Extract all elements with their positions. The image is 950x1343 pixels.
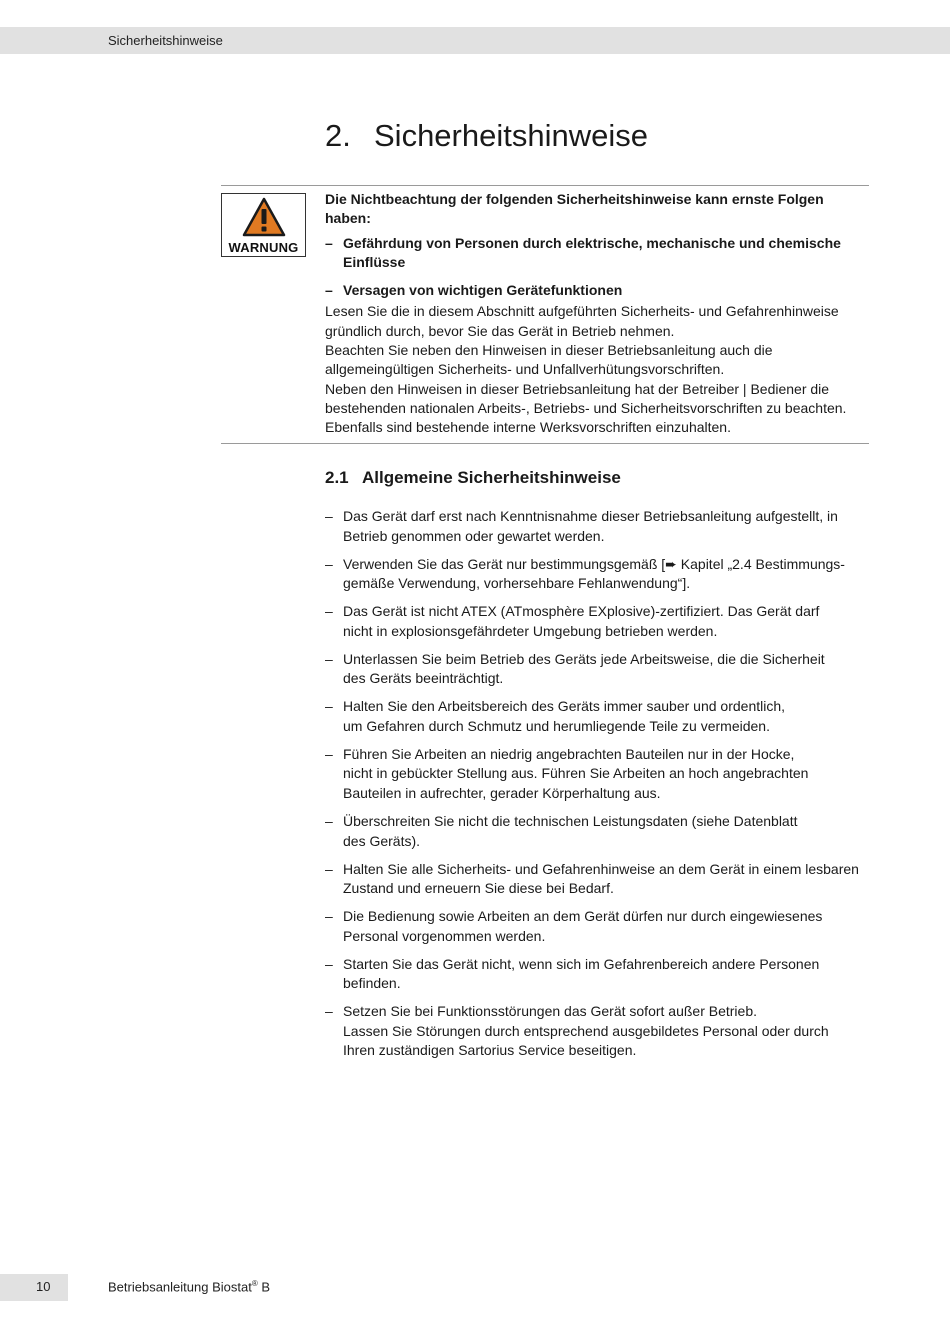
safety-rule-line: Personal vorgenommen werden. — [343, 927, 546, 944]
safety-rule-line: – Halten Sie alle Sicherheits- und Gefahrenhinweise an dem Gerät in einem lesbaren — [343, 860, 859, 877]
safety-rule-line: – Unterlassen Sie beim Betrieb des Geräts jede Arbeitsweise, die die Sicherheit — [343, 650, 825, 667]
safety-rule-line: – Führen Sie Arbeiten an niedrig angebrachten Bauteilen nur in der Hocke, — [343, 745, 795, 762]
safety-rule-line: nicht in gebückter Stellung aus. Führen Sie Arbeiten an hoch angebrachten — [343, 765, 809, 782]
warning-sign — [221, 193, 306, 257]
safety-rule-line: – Setzen Sie bei Funktionsstörungen das Gerät sofort außer Betrieb. — [343, 1003, 758, 1020]
footer-page-box — [0, 1274, 68, 1301]
safety-rule-line: – Die Bedienung sowie Arbeiten an dem Gerät dürfen nur durch eingewiesenes — [343, 908, 823, 925]
warning-consequence-item: – Versagen von wichtigen Gerätefunktionen — [325, 281, 870, 300]
safety-rule-line: – Das Gerät darf erst nach Kenntnisnahme dieser Betriebsanleitung aufgestellt, in — [343, 508, 838, 524]
safety-rule-line: Zustand und erneuern Sie diese bei Bedarf. — [343, 880, 614, 897]
warning-paragraph: Beachten Sie neben den Hinweisen in dieser Betriebsanleitung auch die allgemeingültigen Sicherheits- und Unfallverhütungsvorschriften. — [325, 342, 773, 378]
safety-rule-item — [325, 697, 870, 736]
warning-label: WARNUNG — [228, 240, 299, 255]
safety-rule-line: – Halten Sie den Arbeitsbereich des Geräts immer sauber und ordentlich, — [343, 698, 786, 715]
safety-rule-item — [325, 507, 870, 546]
safety-rule-item — [325, 812, 870, 851]
safety-rule-line: befinden. — [343, 975, 401, 992]
doc-title: Betriebsanleitung Biostat — [108, 1279, 252, 1295]
warning-triangle-icon — [242, 197, 286, 237]
warning-box — [325, 190, 870, 438]
section-number: 2.1 — [325, 468, 349, 487]
warning-consequence-item: – Gefährdung von Personen durch elektrische, mechanische und chemische Einflüsse — [325, 234, 870, 273]
chapter-title — [325, 118, 648, 154]
footer-doc-title — [108, 1279, 270, 1294]
safety-rule-item — [325, 555, 870, 594]
page-number: 10 — [36, 1279, 51, 1294]
safety-rule-line: des Geräts beeinträchtigt. — [343, 670, 504, 687]
safety-rule-line: – Das Gerät ist nicht ATEX (ATmosphère EXplosive)-zertifiziert. Das Gerät darf — [343, 603, 820, 620]
running-header: Sicherheitshinweise — [108, 33, 223, 48]
safety-rule-line: Lassen Sie Störungen durch entsprechend ausgebildetes Personal oder durch — [343, 1022, 829, 1039]
safety-rule-line: Bauteilen in aufrechter, gerader Körperhaltung aus. — [343, 784, 661, 801]
chapter-number: 2. — [325, 118, 351, 153]
safety-rule-line: um Gefahren durch Schmutz und herumliegende Teile zu vermeiden. — [343, 717, 770, 734]
safety-rule-item — [325, 602, 870, 641]
warning-paragraph: Lesen Sie die in diesem Abschnitt aufgeführten Sicherheits- und Gefahrenhinweise gründlich durch, bevor Sie das Gerät in Betrieb nehmen. — [325, 303, 839, 339]
warning-intro: Die Nichtbeachtung der folgenden Sicherheitshinweise kann ernste Folgen haben: — [325, 191, 824, 227]
safety-rule-line: – Überschreiten Sie nicht die technischen Leistungsdaten (siehe Datenblatt — [343, 813, 798, 830]
warning-rule-bottom — [221, 443, 869, 444]
safety-rule-line: gemäße Verwendung, vorhersehbare Fehlanwendung“]. — [343, 575, 691, 592]
trademark-sign: ® — [251, 1279, 258, 1288]
safety-rule-item — [325, 745, 870, 804]
warning-rule-top — [221, 185, 869, 186]
safety-rule-item — [325, 907, 870, 946]
warning-consequence-list — [325, 234, 870, 301]
safety-rule-line: – Starten Sie das Gerät nicht, wenn sich im Gefahrenbereich andere Personen — [343, 955, 820, 972]
safety-rule-line: des Geräts). — [343, 832, 421, 849]
safety-rule-line: Betrieb genommen oder gewartet werden. — [343, 527, 605, 544]
header-bar — [0, 27, 950, 54]
safety-rules-list — [325, 507, 870, 1070]
chapter-title-text: Sicherheitshinweise — [374, 118, 648, 153]
safety-rule-line: nicht in explosionsgefährdeter Umgebung betrieben werden. — [343, 622, 718, 639]
safety-rule-item — [325, 860, 870, 899]
safety-rule-item — [325, 955, 870, 994]
safety-rule-line: Ihren zuständigen Sartorius Service beseitigen. — [343, 1042, 637, 1059]
section-title-text: Allgemeine Sicherheitshinweise — [362, 468, 621, 487]
warning-paragraph: Neben den Hinweisen in dieser Betriebsanleitung hat der Betreiber | Bediener die bestehenden nationalen Arbeits-, Betriebs- und Sicherheitsvorschriften zu beachten. Ebenfalls sind bestehende interne Werksvorschriften einzuhalten. — [325, 380, 847, 436]
section-title — [325, 468, 621, 488]
safety-rule-line: – Verwenden Sie das Gerät nur bestimmungsgemäß [➨ Kapitel „2.4 Bestimmungs- — [343, 555, 845, 572]
safety-rule-item — [325, 1002, 870, 1061]
doc-suffix: B — [257, 1279, 271, 1295]
safety-rule-item — [325, 650, 870, 689]
